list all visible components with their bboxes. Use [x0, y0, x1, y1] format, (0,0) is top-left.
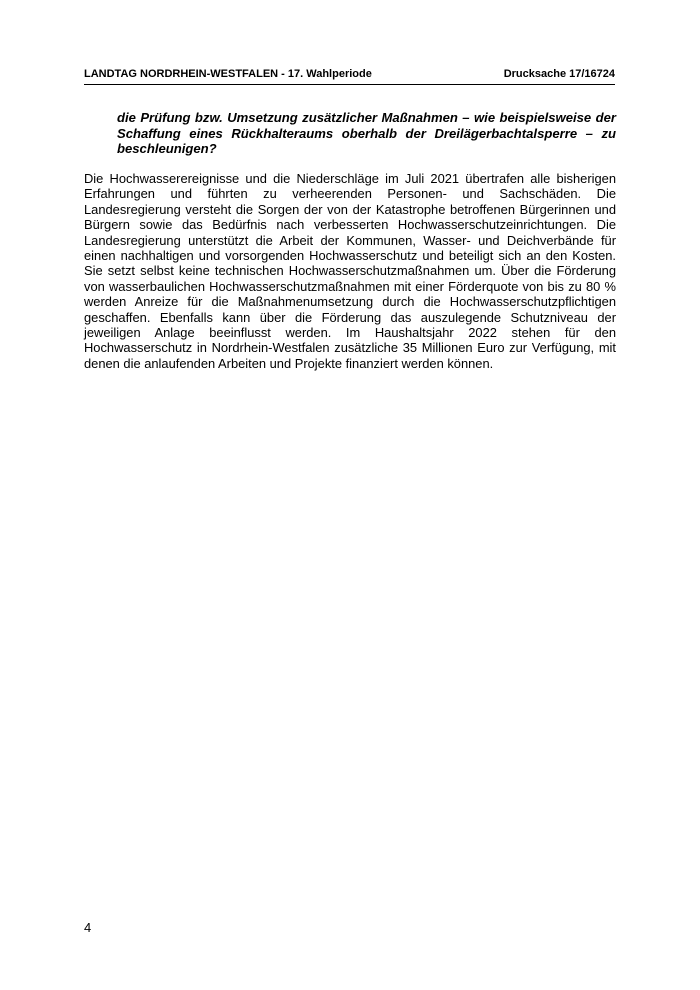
page-number: 4 [84, 920, 92, 935]
page-header [84, 68, 615, 85]
question-text: die Prüfung bzw. Umsetzung zusätzlicher Maßnahmen – wie beispielsweise der Schaffung eines Rückhalteraums oberhalb der Dreilägerbachtalsperre – zu beschleunigen? [117, 110, 616, 157]
parliament-label: LANDTAG NORDRHEIN-WESTFALEN - 17. Wahlperiode [84, 68, 372, 80]
answer-paragraph: Die Hochwasserereignisse und die Niederschläge im Juli 2021 übertrafen alle bisherigen Erfahrungen und führten zu verheerenden Personen- und Sachschäden. Die Landesregierung versteht die Sorgen der von der Katastrophe betroffenen Bürgerinnen und Bürgern sowie das Bedürfnis nach verbesserten Hochwasserschutzeinrichtungen. Die Landesregierung unterstützt die Arbeit der Kommunen, Wasser- und Deichverbände für einen nachhaltigen und vorsorgenden Hochwasserschutz und beteiligt sich an den Kosten. Sie setzt selbst keine technischen Hochwasserschutzmaßnahmen um. Über die Förderung von wasserbaulichen Hochwasserschutzmaßnahmen mit einer Förderquote von bis zu 80 % werden Anreize für die Maßnahmenumsetzung durch die Hochwasserschutzpflichtigen geschaffen. Ebenfalls kann über die Förderung das auszulegende Schutzniveau der jeweiligen Anlage beeinflusst werden. Im Haushaltsjahr 2022 stehen für den Hochwasserschutz in Nordrhein-Westfalen zusätzliche 35 Millionen Euro zur Verfügung, mit denen die anlaufenden Arbeiten und Projekte finanziert werden können. [84, 171, 616, 371]
document-number: Drucksache 17/16724 [503, 68, 615, 80]
